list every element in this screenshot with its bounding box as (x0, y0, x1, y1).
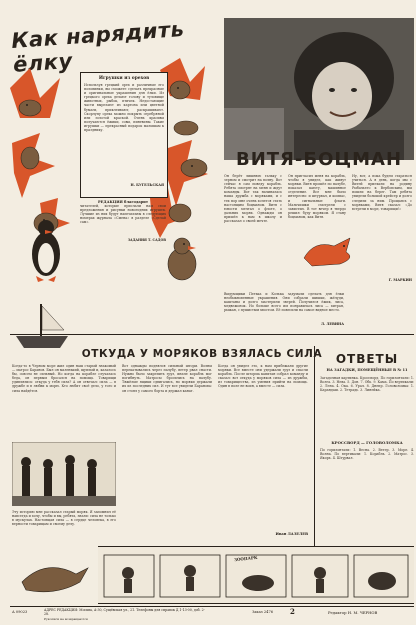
footer-editor: Редактор Н. М. ЧЕРНОВ (328, 610, 378, 615)
answers-divider (314, 346, 315, 546)
toys-author: Н. БУГЕЛЬСКАЯ (130, 183, 164, 187)
answers-title: ОТВЕТЫ (335, 352, 399, 366)
toys-body: Используя грецкий орех и различные его половинки, вы сможете сделать прекрасные и оригинальные украшения для ёлки. Из грецкого ореха делают голову и туловище животных, рыбок, птичек. Недостающие части вырезают из картона или цветной бумаги, приклеивают, раскрашивают. Скорлупу ореха можно покрыть серебряной или золотой краской. Очень красивы получаются ёжики, совы, пингвины. Такие игрушки — прекрасный подарок малышам к празднику. (84, 83, 164, 133)
editor-note-body: читателей, которые прислали нам свои предложения и рисунки новогодних игрушек. Лучшие из них будут напечатаны в следующих номерах журнала «Смена» в разделе «Сделай сам». (80, 204, 166, 225)
photo-article-col3: Ну, вот, а пока будем стараться учиться. А в день, когда мы с Витей приехали на родину Рыбачьего к Вербовским, мы пошли на берег. Там ребята увидели большой крейсер и долго следили за ним. Прощаясь с моряками, Витя сказал: «До встречи в море, товарищи!» (352, 174, 412, 211)
sailors-illustration (12, 442, 116, 506)
photo-article-author: Г. МАРКИН (388, 278, 412, 282)
crossword-body: По горизонтали: 1. Весна. 2. Ветер. 3. Море. 4. Волна. По вертикали: 1. Корабль. 2. Матрос. 3. Якорь. 4. Штурвал. (320, 448, 414, 461)
toys-article (80, 72, 168, 198)
fox-story-body: Выдумщики Петька и Колька задумали сделать для ёлки необыкновенные украшения. Они собрали шишки, жёлуди, каштаны и долго мастерили зверей. Получился ёжик, лиса, медвежонок. Но больше всего им понравилась лиса — хитрая, рыжая, с пушистым хвостом. Её повесили на самое видное место. (224, 292, 344, 313)
answers-body: Загадочная картинка. Кроссворд. По горизонтали: 1. Волга. 3. Нева. 5. Дон. 7. Обь. 9. Кама. По вертикали: 2. Лена. 4. Ока. 6. Урал. 8. Днепр. Головоломка: 1. Карандаш. 2. Тетрадь. 3. Линейка. (320, 376, 414, 393)
footer-code: А 09023 (12, 610, 28, 614)
page-number: 2 (290, 607, 295, 616)
main-article-col1: Когда-то в Черном море жил один наш старый знакомый — матрос Баранов. Был он маленький, щуплый и, казалось бы, совсем не сильный. Но когда на корабле случалась беда, он первым бросался на помощь. Товарищи удивлялись: откуда у тебя сила? А он отвечал: сила — в дружбе и в любви к морю. Кто любит своё дело, у того и сила найдётся. (12, 364, 116, 393)
main-article-headline: ОТКУДА У МОРЯКОВ ВЗЯЛАСЬ СИЛА (81, 348, 323, 360)
crossword-title: КРОССВОРД — ГОЛОВОЛОМКА (331, 440, 403, 445)
boy-photo (224, 18, 414, 160)
photo-article-col1: Он берёт лишнюю гальку с зерном и смотрит на волну. Вот сейчас я сам поведу корабль. Ребята смотрят на меня и ждут команды. Вот так начиналась наша дружба с моряками, и с тех пор мне очень хочется стать настоящим боцманом. Витя с юности мечтал о флоте, о дальних морях. Однажды он пришёл к нам в школу и рассказал о своей мечте. (224, 174, 282, 224)
ship-illustration (12, 296, 72, 352)
answers-subtitle: НА ЗАГАДКИ, ПОМЕЩЁННЫЕ В № 11 (326, 368, 408, 372)
footer-divider (10, 606, 414, 607)
penguin-illustration (16, 210, 76, 300)
editor-note-title: РЕДАКЦИЯ благодарит (97, 200, 149, 204)
photo-article-col2: Он пригласил меня на корабль, чтобы я увидел, как живут моряки. Витя прошёл по палубе, показал каюту, машинное отделение. Все мне было интересно: и штурвал, и компас, и сигнальные флаги. Мальчишки смотрели с завистью. В тот вечер я твердо решил: буду моряком. Я стану боцманом, как Витя. (288, 174, 346, 219)
comic-sign: ЗООПАРК (233, 554, 258, 563)
boy-in-hat-photo (224, 18, 414, 160)
editor-note-signature: ЗАДАНИЯ Т. САДОВ (127, 238, 166, 242)
main-article-author: Иван ЛАЗЕЛЕВ (275, 532, 308, 536)
main-article-col3: Когда он увидел это, к нам прибежали другие моряки. Все вместе они удержали груз и спасли корабль. После шторма капитан собрал команду и сказал: вот откуда у моряков сила — из дружбы, из товарищества, из умения прийти на помощь. Один в поле не воин, а вместе — сила. (218, 364, 308, 389)
photo-caption: ВИТЯ-БОЦМАН (235, 149, 403, 170)
toys-title: Игрушки из орехов (98, 76, 150, 81)
fox-illustration (300, 232, 360, 272)
main-article-col2: Вот однажды поднялся сильный шторм. Волны перекатывались через палубу, ветер рвал снасти. Нужно было закрепить груз, иначе корабль мог погибнуть. Матросы бросились на палубу. Тяжёлые ящики сдвигались, но моряки держали их из последних сил. И тут все увидели Баранова: он стоял у самого борта и держал канат. (122, 364, 212, 393)
footer-address: АДРЕС РЕДАКЦИИ: Москва, А-30, Сущёвская ул., 21. Телефоны для справок Д 1-13-00, доб. 2-28. (44, 608, 205, 616)
comic-strip (98, 546, 414, 604)
footer-order: Заказ 2476 (252, 610, 274, 614)
footer-note: Рукописи не возвращаются (44, 617, 88, 621)
main-article-col4: Эту историю мне рассказал старый моряк. Я запомнил её навсегда и хочу, чтобы и вы, ребята, знали: сила не только в мускулах. Настоящая сила — в сердце человека, в его верности товарищам и своему делу. (12, 510, 116, 527)
fox-story-author: Л. ЛЕВИНА (321, 322, 344, 326)
bird-illustration (152, 230, 212, 290)
bird-drawing (16, 552, 92, 598)
page-title: Как нарядить ёлку (10, 16, 186, 77)
